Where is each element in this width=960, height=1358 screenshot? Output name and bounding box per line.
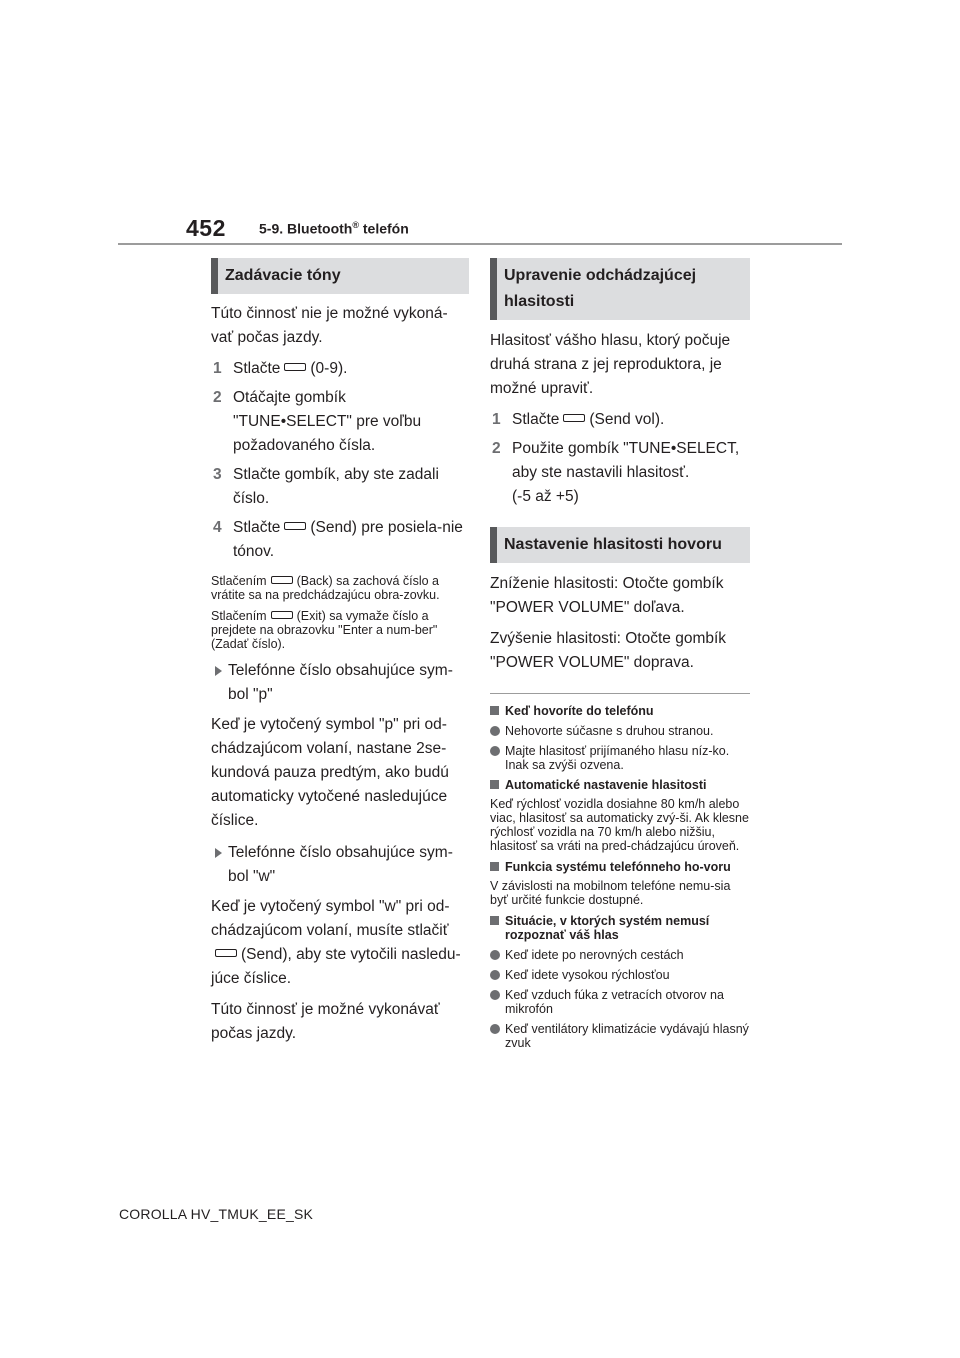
square-bullet-icon xyxy=(490,916,499,925)
square-bullet-icon xyxy=(490,862,499,871)
step-3 xyxy=(211,463,469,511)
square-bullet-icon xyxy=(490,706,499,715)
step-1 xyxy=(211,357,469,381)
heading-outgoing-volume: Upravenie odchádzajúcej hlasitosti xyxy=(490,258,750,320)
button-key-icon xyxy=(215,949,237,957)
step-2 xyxy=(211,386,469,458)
decrease-volume: Zníženie hlasitosti: Otočte gombík "POWER VOLUME" doľava. xyxy=(490,575,724,616)
intro-text: Túto činnosť nie je možné vykoná-vať počas jazdy. xyxy=(211,305,448,346)
step-number: 1 xyxy=(492,411,501,428)
footer-model-code: COROLLA HV_TMUK_EE_SK xyxy=(119,1206,314,1222)
para-text-before: Keď je vytočený symbol "w" pri od-chádzajúcom volaní, musíte stlačiť xyxy=(211,898,450,939)
step-text: Stlačte gombík, aby ste zadali číslo. xyxy=(233,466,439,507)
tip-bullet: Keď vzduch fúka z vetracích otvorov na mikrofón xyxy=(490,988,750,1016)
button-key-icon xyxy=(271,611,293,619)
tip-bullet: Majte hlasitosť prijímaného hlasu níz-ko. Inak sa zvýši ozvena. xyxy=(490,744,750,772)
step-text-before: Stlačte xyxy=(512,411,560,428)
item-text: Telefónne číslo obsahujúce sym-bol "w" xyxy=(228,844,453,885)
arrow-bullet-icon xyxy=(215,666,222,676)
divider xyxy=(490,693,750,694)
circle-bullet-icon xyxy=(490,970,500,980)
step-text-before: Stlačte xyxy=(233,360,281,377)
item-symbol-p xyxy=(211,659,469,707)
tip-heading: Situácie, v ktorých systém nemusí rozpoznať váš hlas xyxy=(490,914,750,942)
arrow-bullet-icon xyxy=(215,848,222,858)
note-text-before: Stlačením xyxy=(211,609,267,623)
tip-bullet: Keď idete po nerovných cestách xyxy=(490,948,750,962)
step-text: Použite gombík "TUNE•SELECT, aby ste nastavili hlasitosť. xyxy=(512,440,740,481)
circle-bullet-icon xyxy=(490,1024,500,1034)
item-text: Telefónne číslo obsahujúce sym-bol "p" xyxy=(228,662,453,703)
step-1 xyxy=(490,408,750,432)
header-rule xyxy=(118,243,842,245)
section-title-prefix: 5-9. Bluetooth xyxy=(259,220,353,237)
step-text-after: (Send) pre posiela-nie tónov. xyxy=(233,519,463,560)
section-title xyxy=(259,220,409,237)
step-text: Otáčajte gombík "TUNE•SELECT" pre voľbu požadovaného čísla. xyxy=(233,389,422,454)
note-exit xyxy=(211,609,469,651)
para-text-after: (Send), aby ste vytočili nasledu-júce číslice. xyxy=(211,946,461,987)
step-4 xyxy=(211,516,469,564)
right-column xyxy=(490,258,750,1055)
note-text-after: (Exit) sa vymaže číslo a prejdete na obrazovku "Enter a num-ber" (Zadať číslo). xyxy=(211,609,438,651)
tip-heading: Automatické nastavenie hlasitosti xyxy=(490,778,750,792)
left-column xyxy=(211,258,469,1053)
closing-text: Túto činnosť je možné vykonávať počas jazdy. xyxy=(211,1001,440,1042)
tip-text: Keď rýchlosť vozidla dosiahne 80 km/h alebo viac, hlasitosť sa automaticky zvý-ši. Ak klesne rýchlosť vozidla na 70 km/h alebo nižšiu, hlasitosť sa vráti na pred-chádzajúcu úroveň. xyxy=(490,797,749,853)
note-text-before: Stlačením xyxy=(211,574,267,588)
circle-bullet-icon xyxy=(490,726,500,736)
para-symbol-w xyxy=(211,895,469,991)
tip-bullet: Keď idete vysokou rýchlosťou xyxy=(490,968,750,982)
button-key-icon xyxy=(563,414,585,422)
button-key-icon xyxy=(271,576,293,584)
item-symbol-w xyxy=(211,841,469,889)
tip-bullet: Keď ventilátory klimatizácie vydávajú hlasný zvuk xyxy=(490,1022,750,1050)
heading-call-volume: Nastavenie hlasitosti hovoru xyxy=(490,527,750,563)
note-text-after: (Back) sa zachová číslo a vrátite sa na predchádzajúcu obra-zovku. xyxy=(211,574,440,602)
outgoing-intro: Hlasitosť vášho hlasu, ktorý počuje druhá strana z jej reproduktora, je možné upraviť. xyxy=(490,332,731,397)
registered-mark: ® xyxy=(352,220,359,230)
step-number: 1 xyxy=(213,360,222,377)
step-number: 4 xyxy=(213,519,222,536)
circle-bullet-icon xyxy=(490,950,500,960)
button-key-icon xyxy=(284,522,306,530)
page-number: 452 xyxy=(186,215,226,241)
step-text-after: (0-9). xyxy=(310,360,348,377)
section-title-suffix: telefón xyxy=(358,220,409,237)
step-number: 3 xyxy=(213,466,222,483)
step-number: 2 xyxy=(492,440,501,457)
heading-dial-tones: Zadávacie tóny xyxy=(211,258,469,294)
step-text-after: (Send vol). xyxy=(589,411,665,428)
square-bullet-icon xyxy=(490,780,499,789)
note-back xyxy=(211,574,469,602)
tip-heading: Keď hovoríte do telefónu xyxy=(490,704,750,718)
button-key-icon xyxy=(284,363,306,371)
increase-volume: Zvýšenie hlasitosti: Otočte gombík "POWER VOLUME" doprava. xyxy=(490,630,727,671)
para-symbol-p: Keď je vytočený symbol "p" pri od-chádzajúcom volaní, nastane 2se-kundová pauza predtým, ako budú automaticky vytočené nasledujúce číslice. xyxy=(211,716,449,829)
step-range: (-5 až +5) xyxy=(512,488,579,505)
tip-heading: Funkcia systému telefónneho ho-voru xyxy=(490,860,750,874)
step-number: 2 xyxy=(213,389,222,406)
step-text-before: Stlačte xyxy=(233,519,281,536)
circle-bullet-icon xyxy=(490,990,500,1000)
tip-bullet: Nehovorte súčasne s druhou stranou. xyxy=(490,724,750,738)
tip-text: V závislosti na mobilnom telefóne nemu-sia byť určité funkcie dostupné. xyxy=(490,879,731,907)
circle-bullet-icon xyxy=(490,746,500,756)
step-2 xyxy=(490,437,750,509)
